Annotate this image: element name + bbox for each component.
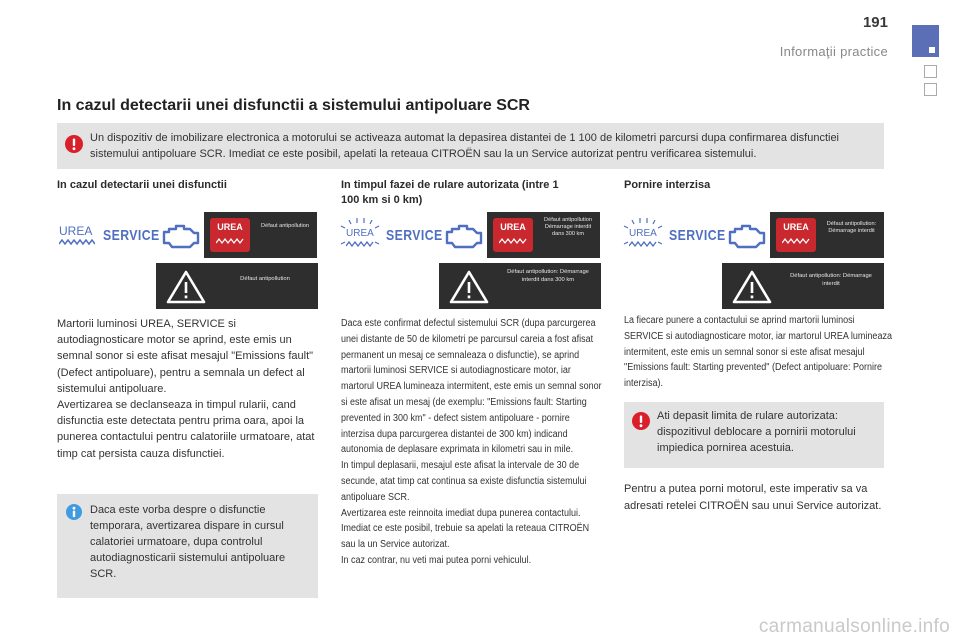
display-message: Défaut antipollution: Démarrage interdit dans 300 km [507, 269, 589, 283]
page-title: In cazul detectarii unei disfunctii a sistemului antipoluare SCR [57, 97, 530, 114]
urea-wave-icon [629, 241, 657, 247]
warning-triangle-icon [732, 269, 772, 305]
display-screen [487, 212, 600, 258]
urea-wave-icon [59, 239, 95, 245]
warning-triangle-icon [449, 269, 489, 305]
section-label: Informaţii practice [779, 44, 888, 59]
warning-banner [57, 123, 884, 169]
display-screen-alert [156, 263, 318, 309]
display-message: Défaut antipollution Démarrage interdit dans 300 km [544, 217, 592, 237]
display-message: Défaut antipollution [240, 276, 290, 282]
urea-wave-icon [346, 241, 374, 247]
info-text: Daca este vorba despre o disfunctie temporara, avertizarea dispare in cursul calatoriei urmatoare, dupa controlul autodiagnosticarii sistemului antipoluare SCR. [90, 504, 286, 580]
service-indicator: SERVICE [103, 227, 160, 244]
column-3-footer: Pentru a putea porni motorul, este imperativ sa va adresati retelei CITROËN sau unui Service autorizat. [624, 483, 882, 512]
engine-icon [160, 222, 200, 250]
service-indicator: SERVICE [386, 227, 443, 244]
urea-box-label: UREA [783, 222, 809, 232]
display-screen [770, 212, 884, 258]
urea-warning-light [776, 218, 816, 252]
warning-icon [632, 412, 650, 430]
urea-label: UREA [629, 228, 657, 239]
column-2-heading: In timpul fazei de rulare autorizata (intre 1 100 km si 0 km) [341, 179, 559, 206]
tab-marker-icon [929, 47, 935, 53]
display-screen-alert [439, 263, 601, 309]
urea-label: UREA [346, 228, 374, 239]
urea-wave-icon [499, 238, 527, 244]
column-2-body: Daca este confirmat defectul sistemului SCR (dupa parcurgerea unei distante de 50 de kilometri pe parcursul careia a fost afisat permanent un mesaj ce semnaleaza o disfunctie), se aprind martorii luminosi SERVICE si autodiagnosticare motor, iar martorul UREA lumineaza intermitent, este emis un semnal sonor si este afisat un mesaj (de exemplu: "Emissions fault: Starting prevented in 300 km" - defect sistem antipoluare - pornire interzisa dupa parcurgerea distantei de 300 km) indicand autonomia de deplasare exprimata in kilometri sau in mile. In timpul deplasarii, mesajul este afisat la intervale de 30 de secunde, atat timp cat continua sa existe disfunctia sistemului antipoluare SCR. Avertizarea este reinnoita imediat dupa punerea contactului. Imediat ce este posibil, trebuie sa apelati la reteaua CITROËN sau la un Service autorizat. In caz contrar, nu veti mai putea porni vehiculul. [341, 318, 602, 566]
service-indicator: SERVICE [669, 227, 726, 244]
watermark: carmanualsonline.info [758, 616, 950, 637]
display-screen-alert [722, 263, 884, 309]
column-3-heading: Pornire interzisa [624, 179, 711, 191]
chapter-tab[interactable] [912, 25, 939, 57]
column-3-body: La fiecare punere a contactului se aprind martorii luminosi SERVICE si autodiagnosticare motor, iar martorul UREA lumineaza intermitent, este emis un semnal sonor si este afisat mesajul "Emissions fault: Starting prevented" (Defect antipoluare: Pornire interzisa). [624, 315, 892, 390]
urea-warning-light [493, 218, 533, 252]
engine-icon [443, 222, 483, 250]
urea-wave-icon [782, 238, 810, 244]
display-message: Défaut antipollution: Démarrage interdit [826, 221, 877, 234]
urea-label: UREA [59, 224, 93, 238]
display-message: Défaut antipollution: Démarrage interdit [790, 273, 872, 287]
urea-box-label: UREA [217, 222, 243, 232]
column-1-body: Martorii luminosi UREA, SERVICE si autodiagnosticare motor se aprind, este emis un semnal sonor si este afisat mesajul "Emissions fault" (Defect antipoluare), pentru a semnala un defect al sistemului antipoluare. Avertizarea se declanseaza in timpul rularii, cand disfunctia este detectata pentru prima oara, apoi la punerea contactului pentru calatoriile urmatoare, atat timp cat persista cauza disfunctiei. [57, 318, 315, 460]
warning-triangle-icon [166, 269, 206, 305]
warning-banner-text: Un dispozitiv de imobilizare electronica a motorului se activeaza automat la depasirea distantei de 1 100 de kilometri parcursi dupa confirmarea disfunctiei sistemului antipoluare SCR. Imediat ce este posibil, apelati la reteaua CITROËN sau la un Service autorizat pentru verificarea sistemului. [90, 132, 839, 160]
column-1-heading: In cazul detectarii unei disfunctii [57, 179, 227, 191]
urea-warning-light [210, 218, 250, 252]
info-box [57, 494, 318, 598]
display-message: Défaut antipollution [261, 223, 309, 229]
warning-box [624, 402, 884, 468]
page-number: 191 [862, 14, 888, 31]
engine-icon [726, 222, 766, 250]
chapter-tab-3[interactable] [924, 83, 937, 96]
warning-icon [65, 135, 83, 153]
info-icon [66, 504, 82, 520]
display-screen [204, 212, 317, 258]
warning-box-text: Ati depasit limita de rulare autorizata: dispozitivul deblocare a pornirii motorului impiedica pornirea acestuia. [657, 410, 856, 454]
urea-box-label: UREA [500, 222, 526, 232]
urea-wave-icon [216, 238, 244, 244]
chapter-tab-2[interactable] [924, 65, 937, 78]
